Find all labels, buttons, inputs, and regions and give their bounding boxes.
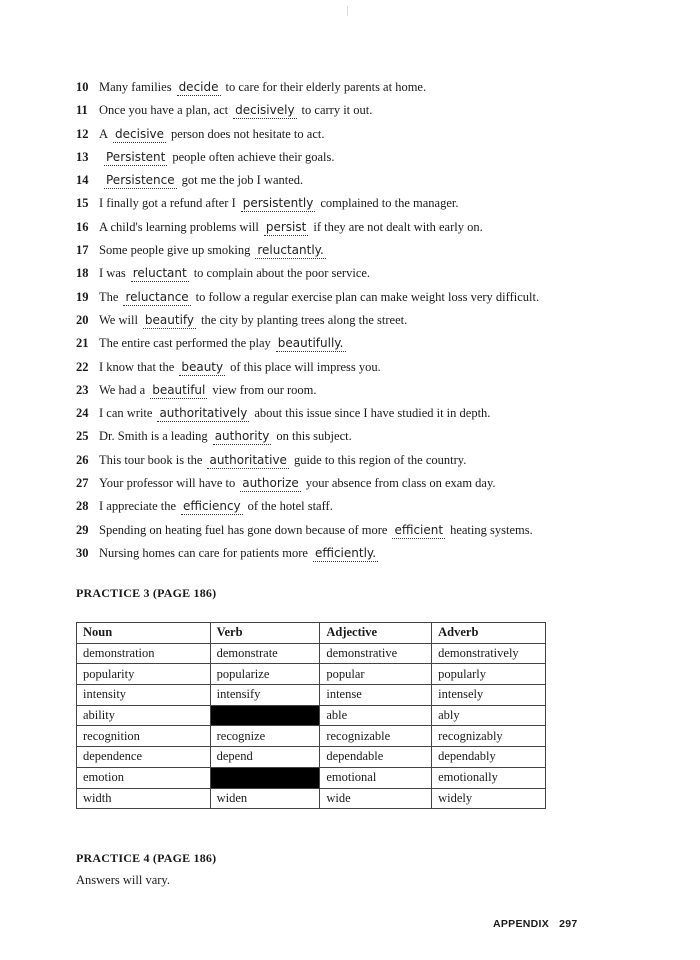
item-text-before: Your professor will have to <box>99 476 236 491</box>
table-cell: width <box>77 788 211 809</box>
table-cell: intensity <box>77 685 211 706</box>
table-cell: demonstratively <box>432 643 546 664</box>
table-cell: widely <box>432 788 546 809</box>
item-number: 16 <box>76 219 89 234</box>
table-row <box>77 788 546 809</box>
answer-item <box>76 241 676 264</box>
answer-item <box>76 404 676 427</box>
answer-item <box>76 334 676 357</box>
answer-item <box>76 381 676 404</box>
handwritten-answer: decide <box>178 80 219 94</box>
header-adjective: Adjective <box>320 623 432 644</box>
item-text-after: about this issue since I have studied it in depth. <box>254 406 491 421</box>
handwritten-answer: beautify <box>144 312 195 327</box>
header-noun: Noun <box>77 623 211 644</box>
table-cell: widen <box>210 788 320 809</box>
table-cell: popularity <box>77 664 211 685</box>
answer-item <box>76 474 676 497</box>
table-cell: intense <box>320 685 432 706</box>
item-number: 20 <box>76 312 89 327</box>
item-text-before: A <box>99 126 109 141</box>
practice4-note: Answers will vary. <box>76 873 170 887</box>
practice3-heading: PRACTICE 3 (PAGE 186) <box>76 586 217 600</box>
table-cell: emotion <box>77 767 211 788</box>
item-number: 25 <box>76 429 89 444</box>
answer-item <box>76 311 676 334</box>
item-number: 10 <box>76 80 89 94</box>
table-cell: emotionally <box>432 767 546 788</box>
answer-item <box>76 125 676 148</box>
handwritten-answer: efficiently. <box>314 545 377 560</box>
handwritten-answer: persist <box>265 219 307 234</box>
table-cell: recognizably <box>432 726 546 747</box>
item-text-after: to complain about the poor service. <box>193 266 371 281</box>
handwritten-answer: authoritative <box>209 452 287 467</box>
item-text-after: your absence from class on exam day. <box>305 476 496 491</box>
handwritten-answer: decisively <box>235 103 295 118</box>
item-text-before: I know that the <box>99 359 175 374</box>
header-adverb: Adverb <box>432 623 546 644</box>
answer-item <box>76 218 676 241</box>
table-cell: dependence <box>77 747 211 768</box>
handwritten-answer: beautifully. <box>277 336 344 351</box>
item-text-before: We will <box>99 312 138 327</box>
table-cell: recognition <box>77 726 211 747</box>
table-cell: demonstrative <box>320 643 432 664</box>
table-cell: ably <box>432 705 546 726</box>
item-text-after: if they are not dealt with early on. <box>313 219 483 234</box>
answer-item <box>76 101 676 124</box>
item-text-before: Dr. Smith is a leading <box>99 429 208 444</box>
item-number: 19 <box>76 289 89 304</box>
item-text-before: I appreciate the <box>99 499 177 514</box>
item-text-before: This tour book is the <box>99 452 203 467</box>
item-text-before: I was <box>99 266 126 281</box>
item-text-before: Spending on heating fuel has gone down because of more <box>99 522 388 537</box>
handwritten-answer: efficiency <box>183 499 241 514</box>
table-row <box>77 747 546 768</box>
handwritten-answer: beautiful <box>152 382 206 397</box>
answer-item <box>76 148 676 171</box>
item-number: 12 <box>76 126 89 141</box>
table-cell: demonstrate <box>210 643 320 664</box>
item-number: 17 <box>76 243 89 258</box>
table-cell: popularly <box>432 664 546 685</box>
item-text-before: The <box>99 289 119 304</box>
item-number: 28 <box>76 499 89 514</box>
answer-item <box>76 497 676 520</box>
item-text-after: to carry it out. <box>301 103 373 118</box>
item-number: 27 <box>76 476 89 491</box>
blacked-out-cell <box>210 767 320 788</box>
answer-list <box>76 78 676 567</box>
table-cell: dependable <box>320 747 432 768</box>
answer-item <box>76 451 676 474</box>
item-text-after: people often achieve their goals. <box>172 149 335 164</box>
item-text-before: The entire cast performed the play <box>99 336 271 351</box>
item-text-before: I can write <box>99 406 153 421</box>
item-number: 11 <box>76 103 88 118</box>
item-number: 26 <box>76 452 89 467</box>
item-number: 29 <box>76 522 89 537</box>
item-number: 23 <box>76 382 89 397</box>
item-number: 21 <box>76 336 89 351</box>
item-text-before: We had a <box>99 382 146 397</box>
item-text-before: A child's learning problems will <box>99 219 259 234</box>
handwritten-answer: reluctant <box>132 266 187 281</box>
practice4-heading: PRACTICE 4 (PAGE 186) <box>76 851 217 865</box>
table-cell: emotional <box>320 767 432 788</box>
item-number: 22 <box>76 359 89 374</box>
item-text-after: on this subject. <box>276 429 352 444</box>
item-text-before: I finally got a refund after I <box>99 196 236 211</box>
answer-item <box>76 521 676 544</box>
item-text-after: person does not hesitate to act. <box>171 126 325 141</box>
item-text-before: Nursing homes can care for patients more <box>99 545 308 560</box>
item-text-after: heating systems. <box>450 522 533 537</box>
handwritten-answer: authoritatively <box>159 406 248 421</box>
answer-item <box>76 171 676 194</box>
handwritten-answer: efficient <box>394 522 444 537</box>
item-text-after: the city by planting trees along the street. <box>201 312 408 327</box>
table-cell: popularize <box>210 664 320 685</box>
table-cell: depend <box>210 747 320 768</box>
answer-item <box>76 78 676 101</box>
handwritten-answer: reluctantly. <box>257 243 324 258</box>
handwritten-answer: decisive <box>115 126 165 141</box>
table-cell: intensely <box>432 685 546 706</box>
answer-item <box>76 194 676 217</box>
item-text-after: got me the job I wanted. <box>181 173 304 188</box>
item-text-after: view from our room. <box>212 382 317 397</box>
item-number: 14 <box>76 173 89 188</box>
table-row <box>77 664 546 685</box>
table-cell: popular <box>320 664 432 685</box>
header-verb: Verb <box>210 623 320 644</box>
item-text-after: to follow a regular exercise plan can make weight loss very difficult. <box>195 289 540 304</box>
scan-mark <box>347 6 348 16</box>
handwritten-answer: reluctance <box>125 289 189 304</box>
handwritten-answer: authority <box>214 429 270 444</box>
item-number: 18 <box>76 266 89 281</box>
table-row <box>77 705 546 726</box>
table-cell: dependably <box>432 747 546 768</box>
item-text-after: complained to the manager. <box>320 196 459 211</box>
table-header-row <box>77 623 546 644</box>
table-cell: intensify <box>210 685 320 706</box>
item-text-after: guide to this region of the country. <box>293 452 467 467</box>
answer-item <box>76 288 676 311</box>
item-text-after: of the hotel staff. <box>247 499 333 514</box>
item-text-after: of this place will impress you. <box>230 359 381 374</box>
table-cell: able <box>320 705 432 726</box>
handwritten-answer: Persistent <box>106 149 166 164</box>
item-number: 30 <box>76 545 89 560</box>
table-row <box>77 643 546 664</box>
handwritten-answer: persistently <box>242 196 314 211</box>
table-cell: wide <box>320 788 432 809</box>
handwritten-answer: beauty <box>181 359 224 374</box>
table-cell: demonstration <box>77 643 211 664</box>
answer-item <box>76 427 676 450</box>
handwritten-answer: authorize <box>242 476 299 491</box>
item-text-before: Many families <box>99 80 172 94</box>
item-number: 15 <box>76 196 89 211</box>
handwritten-answer: Persistence <box>106 173 175 188</box>
word-form-table <box>76 622 546 809</box>
page-footer <box>493 918 578 930</box>
item-text-before: Some people give up smoking <box>99 243 251 258</box>
table-row <box>77 767 546 788</box>
blacked-out-cell <box>210 705 320 726</box>
footer-label: APPENDIX <box>493 918 550 930</box>
table-cell: ability <box>77 705 211 726</box>
table-row <box>77 685 546 706</box>
table-cell: recognizable <box>320 726 432 747</box>
table-row <box>77 726 546 747</box>
answer-item <box>76 358 676 381</box>
page-number: 297 <box>559 918 578 930</box>
answer-item <box>76 264 676 287</box>
item-text-before: Once you have a plan, act <box>99 103 229 118</box>
item-number: 13 <box>76 149 89 164</box>
item-text-after: to care for their elderly parents at home. <box>225 80 427 94</box>
item-number: 24 <box>76 406 89 421</box>
table-cell: recognize <box>210 726 320 747</box>
answer-item <box>76 544 676 567</box>
